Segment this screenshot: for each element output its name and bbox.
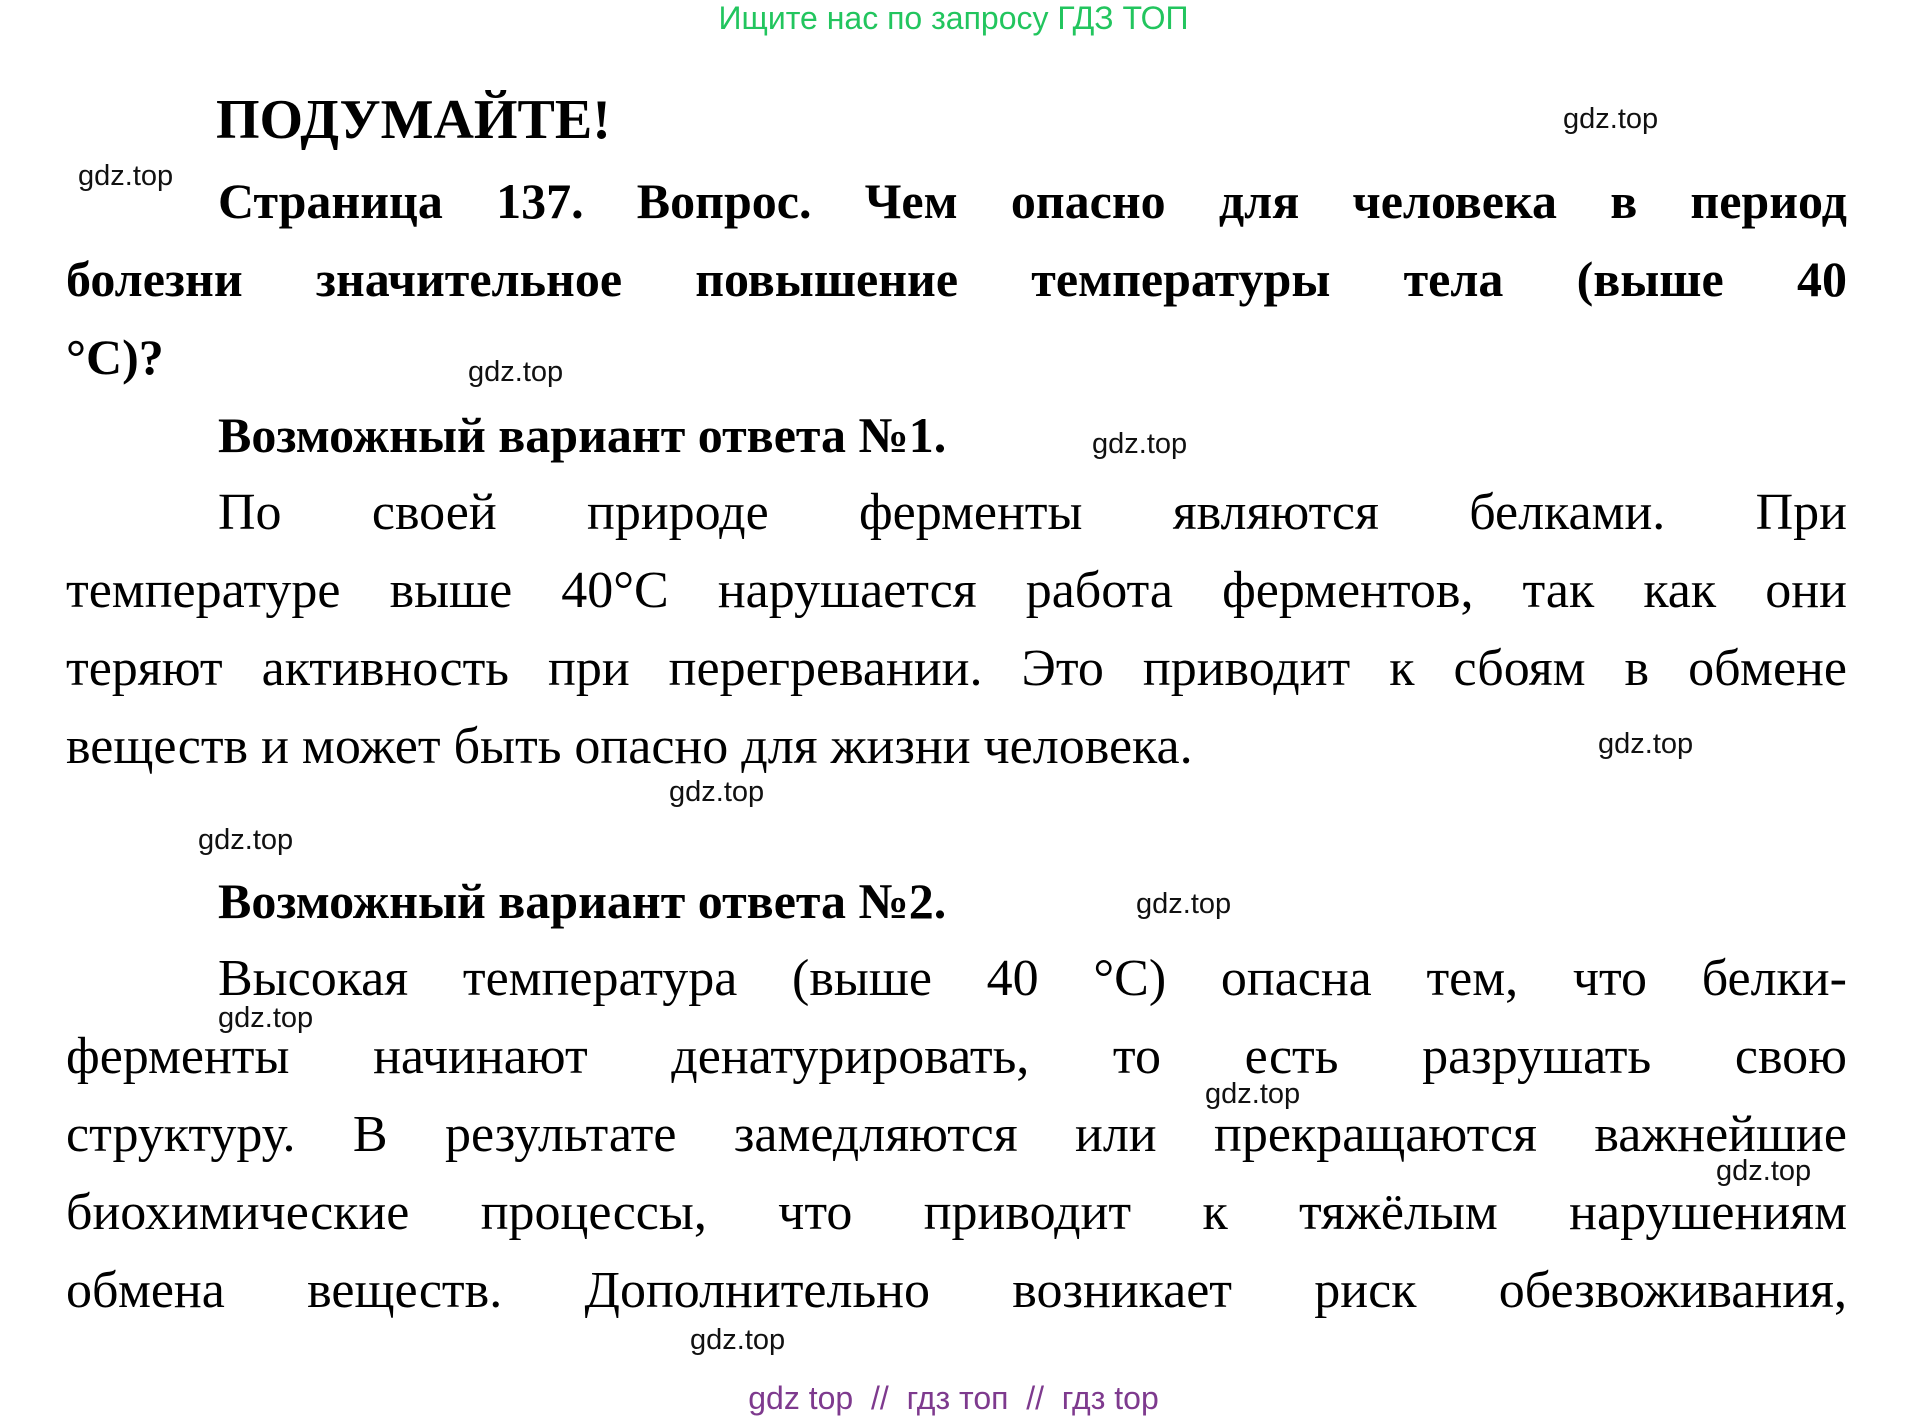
answer1-line: По своей природе ферменты являются белками. При	[218, 484, 1847, 541]
answer1-block	[66, 474, 1847, 786]
watermark: gdz.top	[1563, 103, 1659, 135]
answer2-block	[66, 940, 1847, 1330]
think-heading: ПОДУМАЙТЕ!	[216, 89, 611, 151]
answer1-line: веществ и может быть опасно для жизни человека.	[66, 718, 1193, 775]
answer1-title: Возможный вариант ответа №1.	[218, 407, 947, 463]
answer2-title-block	[66, 862, 1847, 940]
watermark: gdz.top	[690, 1324, 786, 1356]
question-block	[66, 162, 1847, 396]
watermark: gdz.top	[1092, 428, 1188, 460]
watermark: gdz.top	[468, 356, 564, 388]
watermark: gdz.top	[1716, 1155, 1812, 1187]
answer2-line: обмена веществ. Дополнительно возникает риск обезвоживания,	[66, 1262, 1847, 1319]
answer2-title: Возможный вариант ответа №2.	[218, 873, 947, 929]
answer1-line: теряют активность при перегревании. Это приводит к сбоям в обмене	[66, 640, 1847, 697]
watermark: gdz.top	[78, 160, 174, 192]
watermark: gdz.top	[198, 824, 294, 856]
watermark: gdz.top	[218, 1002, 314, 1034]
answer2-line: биохимические процессы, что приводит к тяжёлым нарушениям	[66, 1184, 1847, 1241]
answer2-line: Высокая температура (выше 40 °C) опасна тем, что белки-	[218, 950, 1847, 1007]
question-line: Страница 137. Вопрос. Чем опасно для человека в период	[218, 173, 1847, 229]
top-banner: Ищите нас по запросу ГДЗ ТОП	[718, 0, 1189, 36]
answer2-line: структуру. В результате замедляются или прекращаются важнейшие	[66, 1106, 1847, 1163]
answer1-line: температуре выше 40°C нарушается работа ферментов, так как они	[66, 562, 1847, 619]
watermark: gdz.top	[1598, 728, 1694, 760]
question-line: болезни значительное повышение температуры тела (выше 40	[66, 251, 1847, 307]
watermark: gdz.top	[1136, 888, 1232, 920]
question-line: °С)?	[66, 329, 164, 385]
answer2-line: ферменты начинают денатурировать, то есть разрушать свою	[66, 1028, 1847, 1085]
watermark: gdz.top	[1205, 1078, 1301, 1110]
bottom-footer	[0, 1380, 1907, 1416]
footer-text: gdz top // гдз топ // гдз top	[748, 1380, 1159, 1416]
answer1-title-block	[66, 396, 1847, 474]
watermark: gdz.top	[669, 776, 765, 808]
